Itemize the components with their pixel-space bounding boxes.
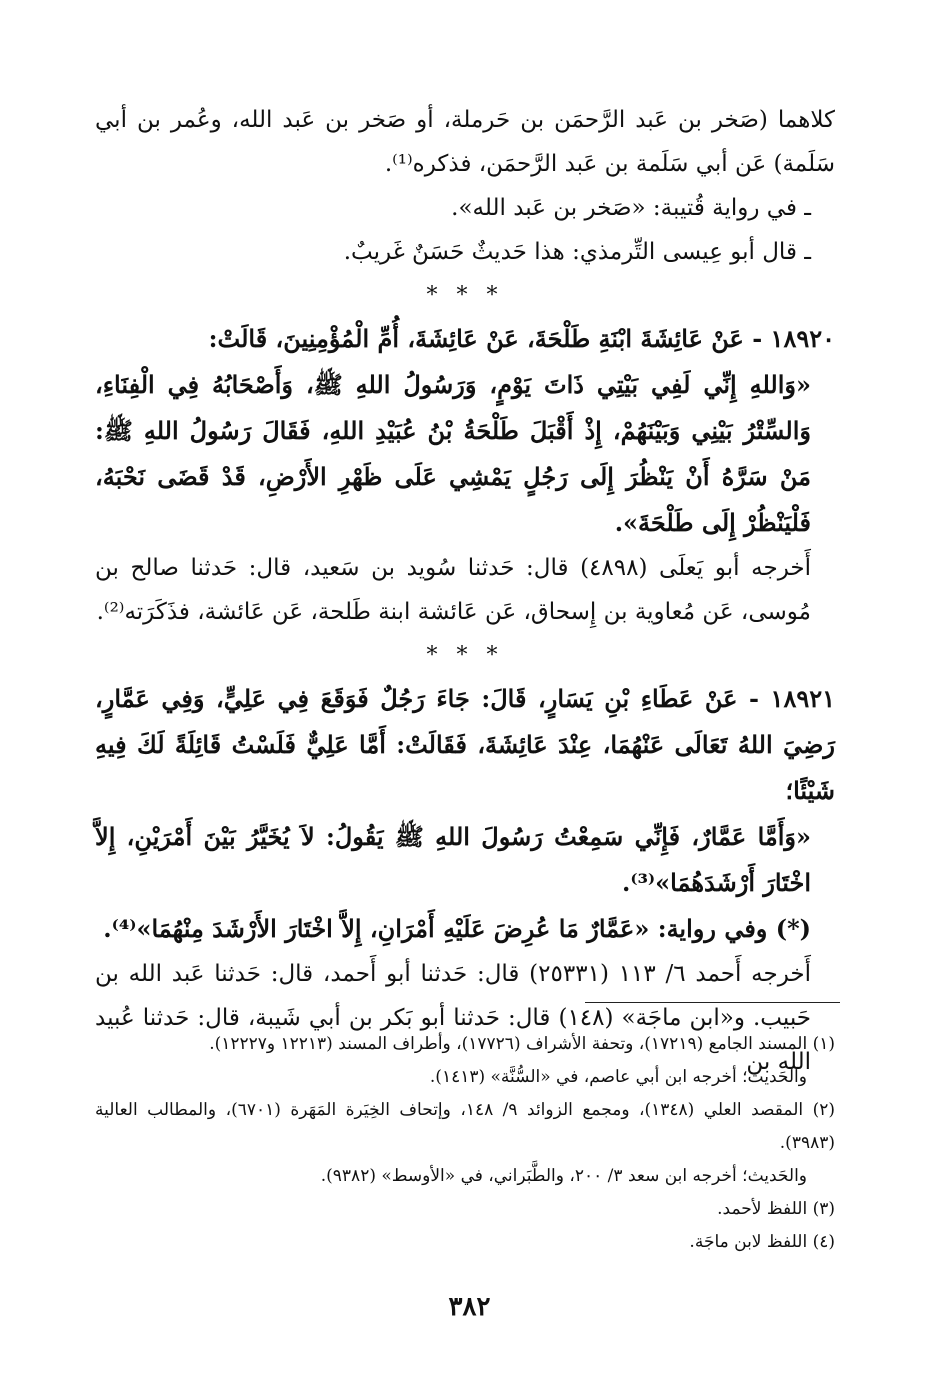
hadith-18920-text: «وَاللهِ إِنِّي لَفِي بَيْتِي ذَاتَ يَوْمٍ، وَرَسُولُ اللهِ ﷺ، وَأَصْحَابُهُ فِي الْفِنَاءِ، وَالسِّتْرُ بَيْنِي وَبَيْنَهُمْ، إِذْ أَقْبَلَ طَلْحَةُ بْنُ عُبَيْدِ اللهِ، فَقَالَ رَسُولُ اللهِ ﷺ: مَنْ سَرَّهُ أَنْ يَنْظُرَ إِلَى رَجُلٍ يَمْشِي عَلَى ظَهْرِ الأَرْضِ، قَدْ قَضَى نَحْبَهُ، فَلْيَنْظُرْ إِلَى طَلْحَةَ». <box>95 370 811 537</box>
section-separator: * * * <box>426 283 504 308</box>
hadith-18920-heading: ١٨٩٢٠ - عَنْ عَائِشَةَ ابْنَةِ طَلْحَةَ، عَنْ عَائِشَةَ، أُمِّ الْمُؤْمِنِينَ، قَالَتْ: <box>208 324 835 353</box>
page-number: ٣٨٢ <box>448 1292 491 1322</box>
footnote-4: (٤) اللفظ لابن ماجَة. <box>689 1232 835 1252</box>
paragraph-chain: كلاهما (صَخر بن عَبد الرَّحمَن بن حَرملة، أو صَخر بن عَبد الله، وعُمر بن أبي سَلَمة) عَن أبي سَلَمة بن عَبد الرَّحمَن، فذكره⁽¹⁾. <box>95 107 835 177</box>
takhrij-18921: أَخرجه أَحمد ٦/ ١١٣ (٢٥٣٣١) قال: حَدثنا أبو أَحمد، قال: حَدثنا عَبد الله بن حَبيب. و«ابن ماجَة» (١٤٨) قال: حَدثنا أبو بَكر بن أبي شَيبة، قال: حَدثنا عُبيد الله بن <box>95 961 812 1075</box>
footnote-2: (٢) المقصد العلي (١٣٤٨)، ومجمع الزوائد ٩/ ١٤٨، وإتحاف الخِيَرة المَهَرة (٦٧٠١)، والمطالب العالية (٣٩٨٣). <box>95 1100 835 1153</box>
hadith-18921-text: «وَأَمَّا عَمَّارٌ، فَإِنِّي سَمِعْتُ رَسُولَ اللهِ ﷺ يَقُولُ: لاَ يُخَيَّرُ بَيْنَ أَمْرَيْنِ، إِلاَّ اخْتَارَ أَرْشَدَهُمَا»⁽³⁾. <box>95 822 811 897</box>
footnote-1: (١) المسند الجامع (١٧٢١٩)، وتحفة الأشراف (١٧٧٢٦)، وأطراف المسند (١٢٢١٣ و١٢٢٢٧). <box>209 1034 835 1054</box>
section-separator: * * * <box>426 643 504 668</box>
footnote-divider <box>585 1002 840 1003</box>
main-text <box>95 98 835 1084</box>
paragraph-tirmidhi-grade: ـ قال أبو عِيسى التِّرمذي: هذا حَديثٌ حَسَنٌ غَريبٌ. <box>343 239 811 265</box>
footnotes <box>95 1028 835 1259</box>
footnote-3: (٣) اللفظ لأحمد. <box>717 1199 835 1219</box>
paragraph-narration-note: ـ في رواية قُتيبة: «صَخر بن عَبد الله». <box>451 195 811 221</box>
footnote-2-continuation: والحَديث؛ أخرجه ابن سعد ٣/ ٢٠٠، والطَّبَراني، في «الأوسط» (٩٣٨٢). <box>320 1166 807 1186</box>
footnote-1-continuation: والحَديث؛ أخرجه ابن أبي عاصم، في «السُّنَّة» (١٤١٣). <box>429 1067 807 1087</box>
hadith-18921-variant: (*) وفي رواية: «عَمَّارٌ مَا عُرِضَ عَلَيْهِ أَمْرَانِ، إِلاَّ اخْتَارَ الأَرْشَدَ مِنْهُمَا»⁽⁴⁾. <box>103 914 811 943</box>
takhrij-18920: أَخرجه أبو يَعلَى (٤٨٩٨) قال: حَدثنا سُويد بن سَعيد، قال: حَدثنا صالح بن مُوسى، عَن مُعاوية بن إِسحاق، عَن عَائشة ابنة طَلحة، عَن عَائشة، فذَكَرَته⁽²⁾. <box>95 555 811 625</box>
hadith-18921-heading: ١٨٩٢١ - عَنْ عَطَاءِ بْنِ يَسَارٍ، قَالَ: جَاءَ رَجُلٌ فَوَقَعَ فِي عَلِيٍّ، وَفِي عَمَّارٍ، رَضِيَ اللهُ تَعَالَى عَنْهُمَا، عِنْدَ عَائِشَةَ، فَقَالَتْ: أَمَّا عَلِيٌّ فَلَسْتُ قَائِلَةً لَكَ فِيهِ شَيْئًا؛ <box>95 684 835 805</box>
